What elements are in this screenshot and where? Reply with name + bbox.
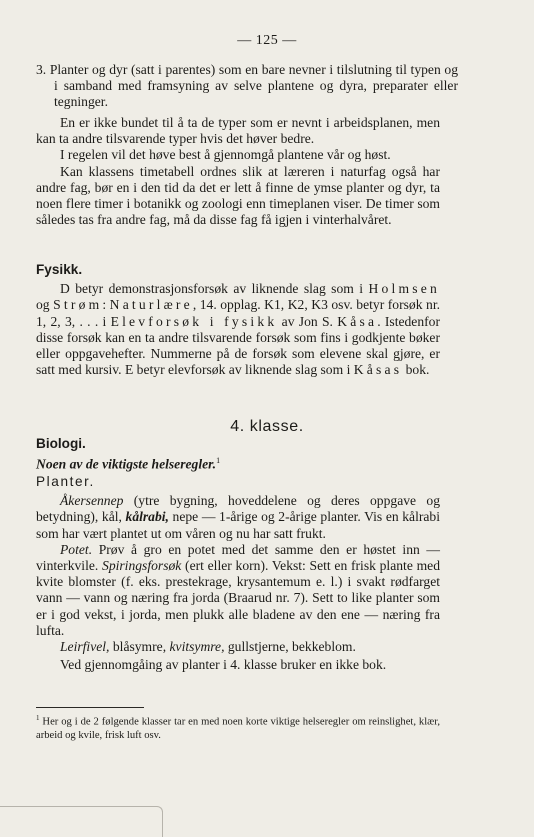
plant-name: kålrabi, (125, 509, 169, 525)
list-item-3: 3. Planter og dyr (satt i parentes) som en bare nevner i tilslutning til typen og i samband med framsyning av selve plantene og dyra, preparater eller tegninger. (36, 62, 458, 110)
footnote-reference: 1 (216, 456, 221, 466)
footnote-mark: 1 (36, 714, 40, 722)
text-fragment: nepe — 1-årige og 2-årige planter. Vis en kålrabi som har vært plantet ut om våren og nu har satt frukt. (36, 509, 440, 541)
text-fragment: : (102, 297, 110, 313)
book-title: Elevforsøk i fysikk (110, 313, 278, 329)
text-fragment: D betyr demonstrasjonsforsøk av liknende slag som i (60, 281, 369, 297)
paragraph-leirfivel (36, 639, 440, 655)
author-name: Strøm (53, 297, 103, 313)
footnote-rule (36, 707, 144, 708)
plant-name: Leirfivel, (60, 638, 110, 654)
paragraph-timetable: Kan klassens timetabell ordnes slik at læreren i naturfag også har andre fag, bør en i den tid da det er lett å finne de ymse planter og dyr, ta noen flere timer i botanikk og zoologi enn timeplanen viser. De timer som således tas fra andre fag, må da disse fag få igjen i vinterhalvåret. (36, 163, 440, 228)
text-fragment: bok. (402, 362, 430, 378)
book-title: Naturlære (109, 297, 193, 313)
planter-heading: Planter. (36, 473, 95, 489)
text-fragment: . Istedenfor disse forsøk kan en ta andre tilsvarende forsøk som fins i godkjente bøker eller oppgavehefter. Nummerne på de forsøk som elevene skal gjøre, er satt med kursiv. E betyr elevforsøk av liknende slag som i (36, 313, 440, 378)
biologi-heading: Biologi. (36, 436, 86, 451)
text-fragment: gullstjerne, bekkeblom. (224, 638, 356, 654)
author-name: Holmsen (368, 281, 440, 297)
health-rules-heading (36, 453, 440, 473)
fysikk-section (36, 262, 440, 378)
text-fragment: , 14. opplag. K1, K2, K3 osv. betyr forsøk nr. 1, 2, 3, . . . i (36, 297, 440, 329)
paragraph-akersennep (36, 493, 440, 542)
paragraph-potet (36, 542, 440, 639)
text-fragment: Prøv å gro en potet med det samme den er høstet inn — vinterkvile. (36, 541, 440, 573)
paragraph-types: En er ikke bundet til å ta de typer som er nevnt i arbeidsplanen, men kan ta andre tilsvarende typer hvis det høver bedre. (36, 115, 440, 147)
author-name: Kåsa (337, 313, 378, 329)
author-name: Kåsas (353, 362, 403, 378)
biologi-section (36, 436, 440, 673)
plant-name: Åkersennep (60, 493, 124, 509)
text-fragment: (ytre bygning, hoveddelene og deres oppgave og betydning), kål, (36, 493, 440, 525)
footnote (36, 712, 440, 742)
page-number: — 125 — (237, 33, 297, 48)
text-fragment: av Jon S. (277, 313, 338, 329)
footnote-text: Her og i de 2 følgende klasser tar en med noen korte viktige helseregler om reinslighet, klær, arbeid og kvile, frisk luft osv. (36, 716, 440, 741)
class-heading: 4. klasse. (230, 418, 304, 435)
experiment-name: Spiringsforsøk (102, 557, 182, 573)
fysikk-paragraph (36, 281, 440, 378)
text-fragment: blåsymre, (109, 638, 170, 654)
page-edge (0, 806, 163, 837)
intro-section (36, 115, 440, 228)
plant-name: Potet. (60, 541, 93, 557)
text-fragment: (ert eller korn). Vekst: Sett en frisk plante med kvite blomster (f. eks. prestekrage, krysantemum e. l.) i svakt rødfarget vann — vann og næring fra jorda (Braarud nr. 7). Sett to like planter som er i god vekst, i jorda, men plukk alle bladene av den ene — næring fra lufta. (36, 557, 440, 638)
fysikk-heading: Fysikk. (36, 262, 83, 277)
text-fragment: og (36, 297, 54, 313)
plant-name: kvitsymre, (169, 638, 225, 654)
health-rules-label: Noen av de viktigste helseregler. (36, 456, 217, 472)
paragraph-book-usage: Ved gjennomgåing av planter i 4. klasse bruker en ikke bok. (60, 657, 387, 673)
paragraph-season: I regelen vil det høve best å gjennomgå plantene vår og høst. (60, 147, 391, 163)
